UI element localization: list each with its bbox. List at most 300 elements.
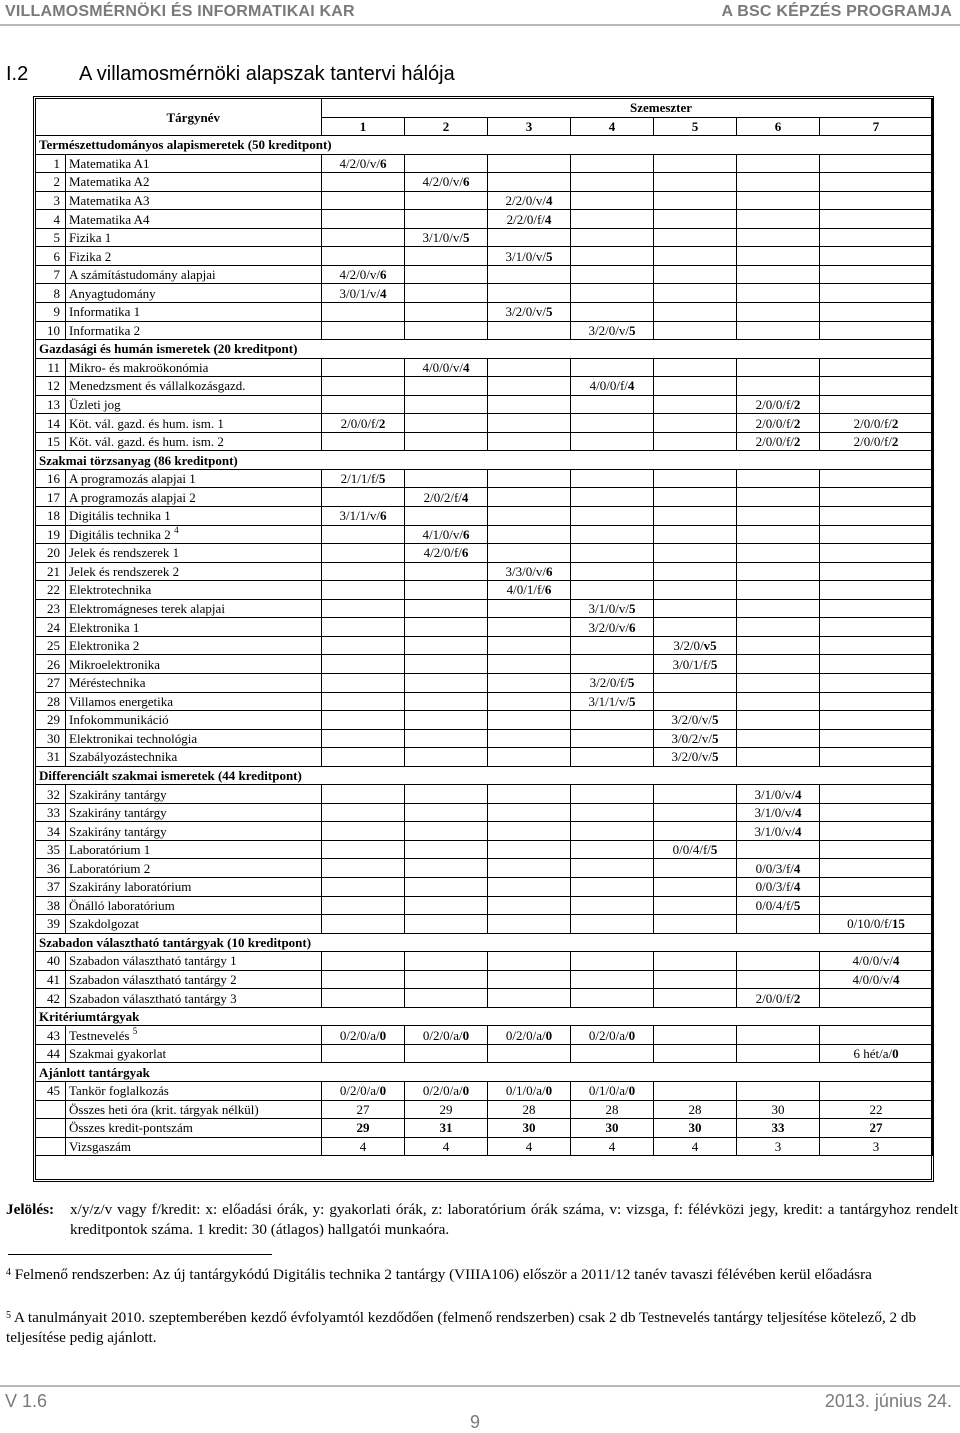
semester-cell [405,247,488,266]
semester-cell [488,191,571,210]
course-credit: 6 [462,174,470,190]
course-credit: 0 [379,1083,387,1099]
course-credit: 2 [793,434,801,450]
semester-cell [737,711,820,730]
subject-name-text: Köt. vál. gazd. és hum. ism. 2 [69,434,224,450]
course-credit: 2 [793,990,801,1006]
subject-name [66,729,322,748]
document-date: 2013. június 24. [824,1391,952,1411]
course-code: 0/1/0/a/ [588,1083,629,1099]
row-number [36,1119,66,1138]
course-code: 2/1/1/f/ [340,471,379,487]
course-code: 3/1/0/v/ [754,786,795,802]
course-credit: 4 [461,489,469,505]
subject-name [66,692,322,711]
subject-name-text: Matematika A3 [69,193,150,208]
table-row [36,507,933,526]
semester-cell [322,191,405,210]
semester-cell [654,210,737,229]
semester-cell [654,581,737,600]
semester-cell [571,803,654,822]
row-number: 15 [36,432,66,451]
semester-cell [820,507,933,526]
course-code: 2/0/0/f/ [755,990,794,1006]
subject-name [66,303,322,322]
course-credit: 4 [793,879,801,895]
section-label: Differenciált szakmai ismeretek (44 kreditpont) [36,766,933,785]
subject-name [66,247,322,266]
semester-cell [737,822,820,841]
course-code: 3/0/1/v/ [339,285,380,301]
semester-cell [488,599,571,618]
course-code: 0/1/0/a/ [505,1083,546,1099]
section-label: Természettudományos alapismeretek (50 kreditpont) [36,136,933,155]
course-credit: 4 [545,193,553,208]
row-number: 20 [36,544,66,563]
table-row [36,655,933,674]
semester-cell [654,1044,737,1063]
semester-cell [571,488,654,507]
semester-cell [654,692,737,711]
semester-cell: 3 [737,1137,820,1156]
semester-cell [737,859,820,878]
semester-cell [654,859,737,878]
semester-cell: 27 [820,1119,933,1138]
semester-cell [488,655,571,674]
semester-cell [820,729,933,748]
semester-cell [820,432,933,451]
table-row [36,840,933,859]
semester-cell [654,970,737,989]
semester-cell: 4 [488,1137,571,1156]
semester-cell [654,173,737,192]
table-row [36,877,933,896]
semester-cell [405,599,488,618]
footer-rule [0,1385,960,1387]
semester-cell [654,432,737,451]
semester-cell [737,321,820,340]
semester-cell [405,321,488,340]
table-row [36,358,933,377]
semester-cell: 29 [405,1100,488,1119]
semester-cell: 30 [571,1119,654,1138]
subject-name-text: Matematika A4 [69,211,150,227]
course-credit: 0 [462,1083,470,1099]
table-row [36,915,933,934]
semester-cell [571,840,654,859]
semester-cell [322,210,405,229]
semester-cell [488,989,571,1008]
semester-cell [405,432,488,451]
semester-cell [820,581,933,600]
semester-cell [737,488,820,507]
subject-name-header: Tárgynév [66,99,322,136]
course-credit: 5 [545,304,553,320]
semester-cell [820,859,933,878]
semester-cell [405,1044,488,1063]
subject-name-text: A programozás alapjai 1 [69,471,196,487]
row-number: 37 [36,877,66,896]
row-number: 4 [36,210,66,229]
course-code: 4/2/0/v/ [339,267,380,283]
row-number: 33 [36,803,66,822]
row-number: 42 [36,989,66,1008]
semester-cell [488,803,571,822]
course-code: 0/2/0/a/ [505,1027,546,1043]
table-row [36,173,933,192]
semester-cell [820,247,933,266]
subject-name-text: Méréstechnika [69,675,146,691]
course-credit: 0 [545,1027,553,1043]
course-credit: 6 [379,267,387,283]
semester-cell [322,915,405,934]
subject-name [66,544,322,563]
course-code: 3/1/1/v/ [339,508,380,524]
semester-cell [737,562,820,581]
semester-cell [322,952,405,971]
semester-cell [737,210,820,229]
subject-name-text: Matematika A2 [69,174,150,190]
row-number: 14 [36,414,66,433]
row-number: 16 [36,469,66,488]
table-row [36,952,933,971]
semester-cell [737,191,820,210]
semester-cell [322,247,405,266]
semester-cell [654,228,737,247]
semester-cell [654,507,737,526]
course-code: 3/1/1/v/ [588,693,629,709]
course-code: 2/0/0/f/ [755,397,794,413]
semester-cell [654,1081,737,1100]
semester-cell [737,228,820,247]
semester-cell [405,488,488,507]
course-credit: 2 [793,415,801,431]
semester-cell [405,395,488,414]
semester-cell [405,655,488,674]
subject-name-text: Menedzsment és vállalkozásgazd. [69,378,246,394]
semester-cell [488,840,571,859]
table-row [36,377,933,396]
subject-name-text: Elektrotechnika [69,582,152,598]
semester-cell [654,952,737,971]
subject-name-text: Elektronika 1 [69,619,140,635]
subject-name [66,265,322,284]
subject-name-text: Jelek és rendszerek 1 [69,545,180,561]
semester-cell [571,655,654,674]
subject-name [66,655,322,674]
semester-number: 3 [488,117,571,136]
section-label: Szabadon választható tantárgyak (10 kreditpont) [36,933,933,952]
semester-cell [654,544,737,563]
subject-name-text: Digitális technika 1 [69,508,171,524]
semester-cell [571,822,654,841]
semester-cell [322,859,405,878]
course-credit: 2 [891,415,899,431]
semester-cell [571,692,654,711]
semester-cell [654,729,737,748]
semester-cell [654,896,737,915]
semester-cell: 29 [322,1119,405,1138]
semester-cell [737,377,820,396]
semester-cell [405,154,488,173]
subject-name-text: Digitális technika 2 [69,526,171,542]
semester-cell [820,154,933,173]
semester-cell [488,915,571,934]
subject-name-text: Matematika A1 [69,155,150,171]
semester-cell [654,915,737,934]
course-credit: 2 [891,434,899,450]
semester-cell [405,711,488,730]
course-credit: 2 [378,415,386,431]
semester-cell [820,191,933,210]
semester-cell [488,711,571,730]
course-code: 2/2/0/v/ [505,193,546,208]
semester-cell [405,618,488,637]
row-number: 3 [36,191,66,210]
subject-name [66,562,322,581]
row-number: 6 [36,247,66,266]
subject-name-text: Anyagtudomány [69,285,156,301]
semester-cell [820,321,933,340]
program-name: A BSC KÉPZÉS PROGRAMJA [721,3,952,20]
semester-cell [571,989,654,1008]
semester-cell [488,952,571,971]
table-row [36,785,933,804]
summary-row [36,1137,933,1156]
semester-cell [488,970,571,989]
semester-cell: 30 [737,1100,820,1119]
semester-cell [820,1081,933,1100]
row-number: 10 [36,321,66,340]
course-code: 4/0/0/v/ [422,359,463,375]
footnote-text: Felmenő rendszerben: Az új tantárgykódú Digitális technika 2 tantárgy (VIIIA106) először a 2011/12 tanév tavaszi félévében kerül előadásra [14,1266,872,1283]
semester-cell [820,488,933,507]
row-number: 2 [36,173,66,192]
row-number: 11 [36,358,66,377]
course-credit: 5 [793,897,801,913]
semester-cell [654,377,737,396]
subject-name-text: Szabályozástechnika [69,749,178,765]
course-code: 4/2/0/f/ [423,545,462,561]
course-credit: 4 [462,359,470,375]
semester-cell [820,952,933,971]
semester-cell: 27 [322,1100,405,1119]
semester-cell [571,915,654,934]
semester-cell [737,247,820,266]
semester-cell [820,970,933,989]
semester-cell [737,673,820,692]
semester-cell [737,525,820,544]
subject-name-text: Üzleti jog [69,397,121,413]
semester-cell [820,915,933,934]
table-row [36,247,933,266]
subject-name-text: Jelek és rendszerek 2 [69,563,180,579]
subject-name-text: Laboratórium 2 [69,860,151,876]
semester-cell [488,488,571,507]
course-code: 0/0/4/f/ [672,842,711,858]
semester-cell [820,395,933,414]
course-code: 3/0/1/f/ [672,656,711,672]
course-credit: 4 [627,378,635,394]
semester-cell [737,785,820,804]
row-number: 24 [36,618,66,637]
semester-cell [488,154,571,173]
semester-cell [405,358,488,377]
semester-cell [405,265,488,284]
course-code: 4/2/0/v/ [422,174,463,190]
course-credit: v5 [703,638,717,654]
row-number: 9 [36,303,66,322]
row-number: 22 [36,581,66,600]
semester-cell [571,432,654,451]
course-credit: 6 [628,619,636,635]
semester-cell [488,469,571,488]
semester-cell [654,247,737,266]
row-number: 30 [36,729,66,748]
semester-cell [571,581,654,600]
semester-cell [571,525,654,544]
semester-cell [737,154,820,173]
section-row [36,136,933,155]
semester-cell [405,581,488,600]
course-credit: 5 [627,675,635,691]
semester-cell [322,377,405,396]
semester-cell [322,173,405,192]
course-code: 6 hét/a/ [853,1046,893,1062]
semester-cell [405,544,488,563]
semester-cell [488,321,571,340]
course-credit: 0 [892,1046,899,1062]
semester-cell [654,488,737,507]
semester-cell [737,265,820,284]
row-number: 27 [36,673,66,692]
semester-cell [654,321,737,340]
semester-cell [654,822,737,841]
semester-cell [737,748,820,767]
semester-cell [820,599,933,618]
semester-cell [737,414,820,433]
row-number [36,1100,66,1119]
semester-number: 4 [571,117,654,136]
course-code: 2/0/2/f/ [423,489,462,505]
semester-cell [322,618,405,637]
table-row [36,692,933,711]
semester-cell [571,284,654,303]
course-credit: 6 [545,563,553,579]
semester-cell [571,618,654,637]
semester-cell [571,877,654,896]
table-row [36,395,933,414]
semester-cell [322,228,405,247]
row-number: 23 [36,599,66,618]
semester-cell [737,599,820,618]
subject-name [66,877,322,896]
semester-cell [820,469,933,488]
semester-cell [737,303,820,322]
subject-name [66,952,322,971]
subject-name-text: Szabadon választható tantárgy 2 [69,971,237,987]
semester-cell [737,358,820,377]
table-row [36,822,933,841]
table-row [36,303,933,322]
semester-cell [488,358,571,377]
semester-cell [322,1081,405,1100]
semester-cell [737,989,820,1008]
semester-cell [820,840,933,859]
semester-cell [488,265,571,284]
course-code: 2/0/0/f/ [853,415,892,431]
subject-name-text: Elektromágneses terek alapjai [69,601,225,617]
course-credit: 4 [794,823,802,839]
course-code: 0/0/4/f/ [755,897,794,913]
semester-number: 2 [405,117,488,136]
row-number: 29 [36,711,66,730]
semester-cell [322,636,405,655]
course-code: 3/1/0/v/ [422,230,463,246]
semester-cell [488,525,571,544]
table-row [36,581,933,600]
semester-cell [405,803,488,822]
semester-cell [322,395,405,414]
row-number: 39 [36,915,66,934]
table-row [36,525,933,544]
semester-number: 1 [322,117,405,136]
subject-name [66,748,322,767]
subject-name [66,636,322,655]
semester-cell [322,692,405,711]
subject-name [66,414,322,433]
subject-name [66,377,322,396]
semester-cell [737,618,820,637]
course-credit: 0 [462,1027,470,1043]
semester-cell [737,1026,820,1045]
course-code: 0/2/0/a/ [588,1027,629,1043]
course-code: 0/2/0/a/ [339,1083,380,1099]
semester-cell [820,228,933,247]
semester-cell [405,915,488,934]
semester-cell [820,173,933,192]
table-row [36,989,933,1008]
row-number: 25 [36,636,66,655]
course-code: 3/1/0/v/ [754,823,795,839]
semester-cell [654,877,737,896]
row-number: 44 [36,1044,66,1063]
subject-name-text: Szakirány tantárgy [69,786,167,802]
semester-cell [488,673,571,692]
table-row [36,284,933,303]
footnote-reference: 5 [132,1025,138,1036]
table-row [36,1081,933,1100]
subject-name-text: Szakirány tantárgy [69,805,167,821]
semester-cell [322,785,405,804]
semester-cell [488,1044,571,1063]
semester-cell [488,395,571,414]
subject-name [66,191,322,210]
semester-cell [737,729,820,748]
semester-cell [405,989,488,1008]
semester-cell [405,840,488,859]
semester-cell [654,191,737,210]
course-code: 3/3/0/v/ [505,563,546,579]
semester-cell [405,952,488,971]
semester-cell [488,228,571,247]
semester-cell: 22 [820,1100,933,1119]
subject-name [66,210,322,229]
section-row [36,451,933,470]
semester-number: 5 [654,117,737,136]
course-code: 3/2/0/ [673,638,704,654]
semester-cell [654,599,737,618]
